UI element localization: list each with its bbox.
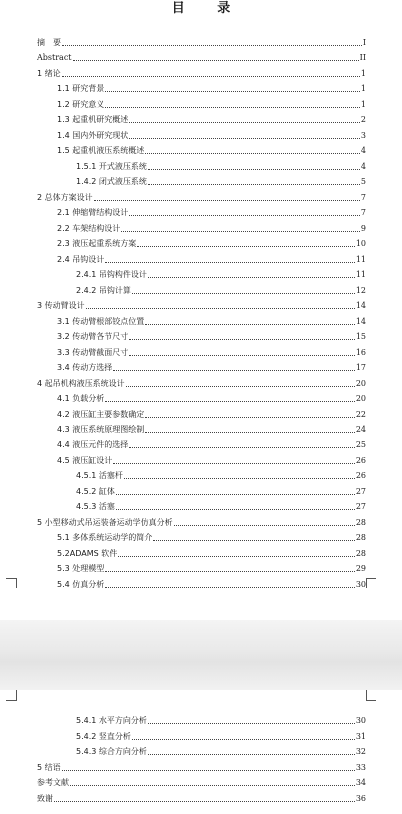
toc-page-number: 26	[355, 471, 366, 481]
toc-entry[interactable]	[76, 466, 366, 481]
toc-entry-label: 1.4 国内外研究现状	[57, 130, 129, 140]
toc-page-number: 12	[355, 285, 366, 295]
toc-entry-label: 5.1 多体系统运动学的简介	[57, 533, 153, 543]
crop-mark	[6, 578, 16, 579]
toc-entry[interactable]	[57, 141, 366, 156]
toc-entry[interactable]	[37, 789, 366, 804]
toc-entry-label: 4.2 液压缸主要参数确定	[57, 409, 145, 419]
toc-page-number: 1	[360, 84, 366, 94]
toc-leader-dots	[148, 754, 355, 755]
toc-entry-label: 2.4.2 吊钩计算	[76, 285, 131, 295]
toc-page-number: 9	[360, 223, 366, 233]
toc-entry-label: 2 总体方案设计	[37, 192, 93, 202]
toc-entry[interactable]	[37, 188, 366, 203]
toc-page-number: 14	[355, 316, 366, 326]
toc-page-number: 32	[355, 747, 366, 756]
toc-page-number: 31	[355, 731, 366, 741]
toc-page-number: 29	[355, 564, 366, 574]
toc-entry[interactable]	[57, 126, 366, 141]
crop-mark	[366, 578, 367, 588]
toc-entry-label: 1.4.2 闭式液压系统	[76, 177, 147, 187]
toc-leader-dots	[62, 770, 355, 771]
toc-leader-dots	[113, 463, 355, 464]
toc-leader-dots	[132, 293, 355, 294]
toc-entry-label: 1 绪论	[37, 68, 61, 78]
toc-page-number: 34	[355, 778, 366, 787]
toc-entry-label: 5 小型移动式吊运装备运动学仿真分析	[37, 517, 173, 527]
toc-leader-dots	[126, 386, 355, 387]
toc-leader-dots	[105, 401, 355, 402]
toc-entry-label: 2.4 吊钩设计	[57, 254, 105, 264]
toc-entry[interactable]	[57, 575, 366, 590]
toc-entry[interactable]	[57, 203, 366, 218]
toc-leader-dots	[129, 355, 355, 356]
toc-entry-label: 5.4.3 综合方向分析	[76, 747, 147, 756]
toc-page-number: 28	[355, 533, 366, 543]
toc-leader-dots	[124, 478, 355, 479]
toc-page-number: 27	[355, 502, 366, 512]
toc-leader-dots	[105, 571, 355, 572]
toc-page-number: 10	[355, 239, 366, 249]
toc-page-number: 5	[360, 177, 366, 187]
toc-entry[interactable]	[76, 172, 366, 187]
toc-page-number: 11	[355, 254, 366, 264]
toc-leader-dots	[129, 215, 360, 216]
toc-entry[interactable]	[57, 250, 366, 265]
toc-entry-label: Abstract	[37, 53, 72, 63]
crop-mark	[6, 700, 16, 701]
crop-mark	[366, 578, 376, 579]
toc-page-number: 20	[355, 394, 366, 404]
toc-leader-dots	[116, 509, 355, 510]
toc-entry-label: 4 起吊机构液压系统设计	[37, 378, 125, 388]
toc-leader-dots	[145, 432, 355, 433]
toc-entry[interactable]	[57, 389, 366, 404]
toc-entry-label: 摘 要	[37, 38, 61, 47]
toc-leader-dots	[105, 107, 360, 108]
toc-entry-label: 2.1 伸缩臂结构设计	[57, 208, 129, 218]
toc-entry[interactable]	[37, 513, 366, 528]
toc-entry[interactable]	[57, 435, 366, 450]
toc-leader-dots	[73, 60, 359, 61]
toc-entry-label: 4.5 液压缸设计	[57, 455, 113, 465]
toc-leader-dots	[137, 246, 355, 247]
toc-entry-label: 1.1 研究背景	[57, 84, 105, 94]
toc-leader-dots	[62, 45, 362, 46]
toc-entry[interactable]	[57, 544, 366, 559]
toc-entry-label: 4.3 液压系统原理图绘制	[57, 425, 145, 434]
toc-entry-label: 1.5.1 开式液压系统	[76, 161, 147, 171]
toc-leader-dots	[105, 91, 360, 92]
toc-entry[interactable]	[76, 742, 366, 757]
toc-entry-label: 5.4.2 竖直分析	[76, 731, 131, 741]
toc-entry[interactable]	[37, 48, 366, 63]
toc-entry-label: 4.1 负载分析	[57, 394, 105, 404]
toc-page-number: 4	[360, 146, 366, 156]
toc-entry-label: 3.4 传动方选择	[57, 363, 113, 373]
toc-leader-dots	[118, 556, 355, 557]
toc-entry[interactable]	[76, 482, 366, 497]
toc-entry-label: 2.4.1 吊钩构件设计	[76, 270, 147, 280]
toc-page-number: 15	[355, 332, 366, 342]
toc-page-number: 3	[360, 130, 366, 140]
toc-entry[interactable]	[57, 79, 366, 94]
toc-page-number: 30	[355, 579, 366, 589]
toc-leader-dots	[129, 122, 360, 123]
toc-entry[interactable]	[76, 497, 366, 512]
toc-leader-dots	[62, 76, 360, 77]
toc-leader-dots	[148, 169, 360, 170]
toc-page-number: 26	[355, 455, 366, 465]
toc-page-number: 7	[360, 192, 366, 202]
toc-entry-label: 5 结语	[37, 762, 61, 772]
toc-entry[interactable]	[57, 343, 366, 358]
toc-entry-label: 4.4 液压元件的选择	[57, 440, 129, 450]
toc-entry[interactable]	[57, 528, 366, 543]
toc-entry-label: 1.5 起重机液压系统概述	[57, 146, 145, 156]
crop-mark	[16, 578, 17, 588]
crop-mark	[16, 690, 17, 701]
toc-page-number: 36	[355, 793, 366, 803]
toc-entry[interactable]	[57, 312, 366, 327]
toc-page-number: 16	[355, 347, 366, 357]
toc-entry-label: 5.2ADAMS 软件	[57, 548, 118, 558]
toc-entry-label: 1.2 研究意义	[57, 99, 105, 109]
toc-page-number: 30	[355, 716, 366, 725]
toc-page-number: 1	[360, 99, 366, 109]
toc-entry-label: 2.3 液压起重系统方案	[57, 239, 137, 249]
toc-page-number: 28	[355, 548, 366, 558]
toc-page-number: II	[359, 53, 366, 63]
toc-entry-label: 参考文献	[37, 778, 69, 787]
toc-page-number: 20	[355, 378, 366, 388]
toc-entry[interactable]	[57, 405, 366, 420]
toc-page-number: 27	[355, 486, 366, 496]
toc-entry[interactable]	[57, 559, 366, 574]
toc-entry[interactable]	[57, 110, 366, 125]
toc-leader-dots	[129, 447, 355, 448]
toc-page-number: 22	[355, 409, 366, 419]
toc-entry-label: 3.3 传动臂截面尺寸	[57, 347, 129, 357]
toc-leader-dots	[129, 138, 360, 139]
toc-leader-dots	[116, 494, 355, 495]
toc-entry[interactable]	[76, 265, 366, 280]
toc-entry[interactable]	[57, 420, 366, 435]
toc-page-number: I	[362, 38, 366, 47]
toc-leader-dots	[70, 785, 355, 786]
toc-page-number: 1	[360, 68, 366, 78]
toc-leader-dots	[129, 339, 355, 340]
toc-leader-dots	[54, 801, 355, 802]
toc-entry[interactable]	[37, 773, 366, 788]
toc-entry[interactable]	[37, 374, 366, 389]
toc-entry[interactable]	[57, 358, 366, 373]
toc-entry[interactable]	[57, 234, 366, 249]
toc-leader-dots	[132, 739, 355, 740]
toc-entry-label: 4.5.1 活塞杆	[76, 471, 123, 481]
toc-title: 目 录	[171, 1, 245, 16]
toc-entry[interactable]	[57, 219, 366, 234]
toc-entry[interactable]	[76, 281, 366, 296]
crop-mark	[366, 700, 376, 701]
toc-page-number: 24	[355, 425, 366, 434]
toc-leader-dots	[148, 184, 360, 185]
toc-leader-dots	[148, 277, 355, 278]
toc-leader-dots	[105, 262, 355, 263]
toc-page-number: 25	[355, 440, 366, 450]
toc-leader-dots	[94, 200, 360, 201]
toc-page-number: 14	[355, 301, 366, 311]
toc-entry-label: 3 传动臂设计	[37, 301, 85, 311]
toc-entry[interactable]	[76, 711, 366, 726]
toc-entry-label: 5.3 处理模型	[57, 564, 105, 574]
toc-entry[interactable]	[57, 95, 366, 110]
toc-entry-label: 3.1 传动臂根部铰点位置	[57, 316, 145, 326]
toc-leader-dots	[148, 723, 355, 724]
toc-leader-dots	[174, 525, 355, 526]
toc-leader-dots	[145, 153, 360, 154]
toc-leader-dots	[145, 417, 355, 418]
toc-entry-label: 1.3 起重机研究概述	[57, 115, 129, 125]
toc-page-number: 2	[360, 115, 366, 125]
toc-entry[interactable]	[57, 327, 366, 342]
toc-entry[interactable]	[37, 64, 366, 79]
toc-entry[interactable]	[57, 451, 366, 466]
toc-leader-dots	[113, 370, 355, 371]
toc-entry-label: 5.4 仿真分析	[57, 579, 105, 589]
toc-entry[interactable]	[37, 33, 366, 48]
toc-page-number: 4	[360, 161, 366, 171]
toc-entry[interactable]	[37, 758, 366, 773]
toc-entry-label: 2.2 车架结构设计	[57, 223, 121, 233]
toc-entry-label: 4.5.2 缸体	[76, 486, 115, 496]
toc-page-number: 17	[355, 363, 366, 373]
toc-page-number: 7	[360, 208, 366, 218]
toc-entry-label: 4.5.3 活塞	[76, 502, 115, 512]
toc-leader-dots	[153, 540, 355, 541]
toc-leader-dots	[121, 231, 360, 232]
toc-page-number: 33	[355, 762, 366, 772]
toc-leader-dots	[105, 587, 355, 588]
page-gap	[0, 620, 402, 690]
toc-entry[interactable]	[37, 296, 366, 311]
toc-entry[interactable]	[76, 727, 366, 742]
toc-entry-label: 3.2 传动臂各节尺寸	[57, 332, 129, 342]
toc-leader-dots	[145, 324, 355, 325]
toc-page-number: 11	[355, 270, 366, 280]
toc-entry-label: 致谢	[37, 793, 53, 803]
toc-entry-label: 5.4.1 水平方向分析	[76, 716, 147, 725]
toc-leader-dots	[86, 308, 355, 309]
toc-page-2	[0, 690, 402, 814]
toc-page-number: 28	[355, 517, 366, 527]
toc-entry[interactable]	[76, 157, 366, 172]
